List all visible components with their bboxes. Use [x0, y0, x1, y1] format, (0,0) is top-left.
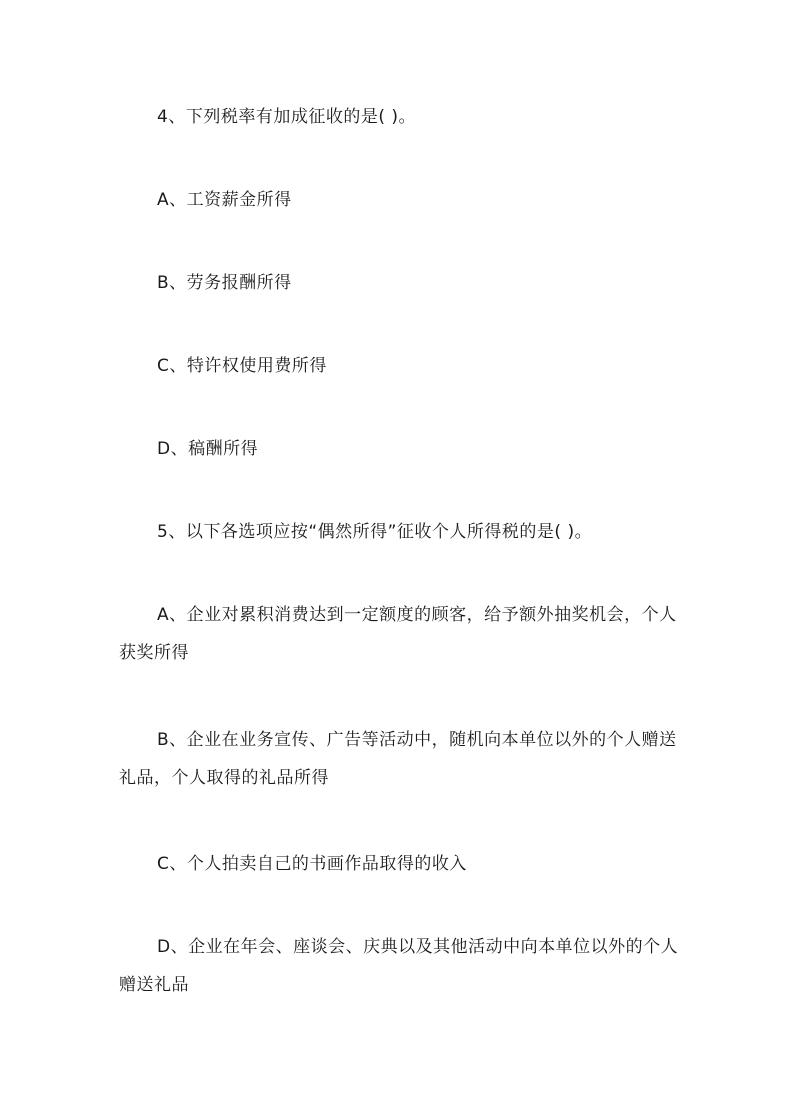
- option-text: C、特许权使用费所得: [157, 356, 327, 376]
- question-4-option-d: [119, 430, 679, 468]
- question-4: [119, 98, 679, 136]
- question-4-option-b: [119, 264, 679, 302]
- option-text: B、企业在业务宣传、广告等活动中，随机向本单位以外的个人赠送礼品，个人取得的礼品所得: [119, 730, 677, 788]
- option-text: A、工资薪金所得: [157, 190, 292, 210]
- option-text: B、劳务报酬所得: [157, 273, 292, 293]
- question-5-text: 5、以下各选项应按“偶然所得”征收个人所得税的是( )。: [157, 522, 593, 542]
- option-text: C、个人拍卖自己的书画作品取得的收入: [157, 854, 467, 874]
- option-text: D、企业在年会、座谈会、庆典以及其他活动中向本单位以外的个人赠送礼品: [119, 937, 679, 995]
- question-5-option-a: [119, 596, 679, 672]
- question-5-option-d: [119, 928, 679, 1004]
- question-4-text: 4、下列税率有加成征收的是( )。: [157, 107, 416, 127]
- option-text: A、企业对累积消费达到一定额度的顾客，给予额外抽奖机会，个人获奖所得: [119, 605, 677, 663]
- question-5-option-c: [119, 845, 679, 883]
- question-4-option-c: [119, 347, 679, 385]
- question-5-option-b: [119, 721, 679, 797]
- option-text: D、稿酬所得: [157, 439, 259, 459]
- question-4-option-a: [119, 181, 679, 219]
- question-5: [119, 513, 679, 551]
